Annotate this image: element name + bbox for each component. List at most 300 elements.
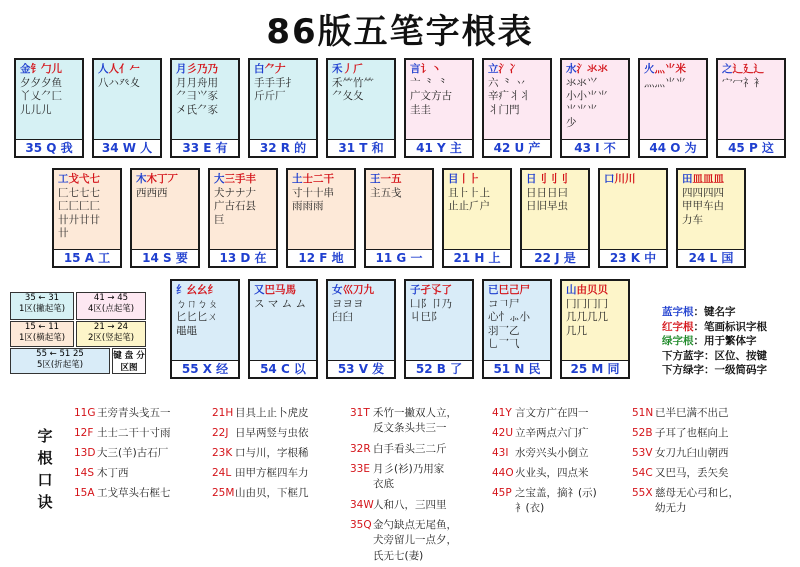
key-21-footer: 21 H 上 — [444, 249, 510, 266]
key-41-line: 亠 ⺀ ⺀ — [410, 76, 449, 89]
key-55 — [170, 279, 240, 379]
key-25-line: 几几几几 — [566, 311, 608, 323]
key-42-roots — [484, 60, 550, 140]
key-55-line: ㄅㄇㄅㄆ — [176, 297, 218, 310]
key-53-line: 臼臼 — [332, 311, 353, 323]
key-42-key-name-root: 立 — [488, 63, 499, 75]
key-21-key-name-root: 目 — [448, 173, 459, 185]
mnemonic-code: 53V — [632, 447, 653, 459]
mnemonic-text: 目具上止卜虎皮 — [235, 407, 309, 419]
key-32-roots — [250, 60, 316, 140]
key-32 — [248, 58, 318, 158]
key-14-stroke-root: 木丁丆 — [146, 173, 178, 185]
legend-item-bottom-green — [662, 363, 767, 378]
key-23 — [598, 168, 668, 268]
key-54-line — [254, 284, 312, 298]
key-55-stroke-root: 幺幺纟 — [186, 284, 218, 296]
key-42-line — [488, 63, 546, 77]
key-52-footer: 52 B 了 — [406, 360, 472, 377]
key-13-line: 巨 — [214, 213, 225, 226]
key-32-key-name-root: 白 — [254, 63, 265, 75]
key-23-footer: 23 K 中 — [600, 249, 666, 266]
key-41-stroke-root: 讠丶 — [420, 63, 442, 75]
legend-item-green — [662, 334, 767, 349]
key-15-stroke-root: 戈弋七 — [68, 173, 100, 185]
key-54-key-name-root: 又 — [254, 284, 265, 296]
mnemonic-code: 52B — [632, 427, 653, 439]
key-12-roots — [288, 170, 354, 250]
legend-item-red — [662, 320, 767, 335]
key-43-line: 少 — [566, 117, 577, 129]
key-43-line: 小小⺌⺌ — [566, 90, 608, 102]
zone-2-name: 2区(竖起笔) — [87, 333, 135, 343]
mnemonic-code: 54C — [632, 467, 653, 479]
key-45-roots — [718, 60, 784, 140]
keyboard-row-3 — [170, 279, 638, 379]
key-15-footer: 15 A 工 — [54, 249, 120, 266]
mnemonic-item-12F — [74, 423, 171, 443]
key-53-roots — [328, 281, 394, 361]
key-14-roots — [132, 170, 198, 250]
mnemonic-label: 字根口诀 — [37, 427, 53, 511]
key-42-stroke-root: 氵冫 — [498, 63, 520, 75]
key-21-roots — [444, 170, 510, 250]
mnemonic-item-51N — [632, 403, 739, 423]
mnemonic-code: 42U — [492, 427, 514, 439]
mnemonic-text: 慈母无心弓和匕， — [655, 487, 739, 499]
key-45-stroke-root: 辶廴辶 — [732, 63, 764, 75]
key-13-line: 犬ナナ𠂇 — [214, 186, 256, 199]
mnemonic-code: 43I — [492, 447, 509, 459]
key-22-footer: 22 J 是 — [522, 249, 588, 266]
mnemonic-code: 35Q — [350, 519, 372, 531]
key-15-line: 卄廾廿廿 — [58, 213, 100, 226]
mnemonic-code: 45P — [492, 487, 512, 499]
mnemonic-text: 女刀九臼山朝西 — [655, 447, 729, 459]
legend-bottom-green-label: 下方绿字 — [662, 364, 704, 376]
mnemonic-item-53V — [632, 443, 739, 463]
key-41 — [404, 58, 474, 158]
key-31 — [326, 58, 396, 158]
key-32-line — [254, 63, 312, 77]
key-15-roots — [54, 170, 120, 250]
mnemonic-item-32R — [350, 439, 457, 459]
key-12-footer: 12 F 地 — [288, 249, 354, 266]
zone-5-name: 5区(折起笔) — [36, 360, 84, 370]
key-11-stroke-root: 一五 — [380, 173, 402, 185]
key-13-line: 广古石县 — [214, 200, 256, 212]
key-35-line: 丫乂⺈匚 — [20, 90, 62, 102]
key-33 — [170, 58, 240, 158]
mnemonic-code: 21H — [212, 407, 234, 419]
zone-4-name: 4区(点起笔) — [87, 304, 135, 314]
mnemonic-item-45P — [492, 483, 597, 503]
mnemonic-text: 大三(羊)古石厂 — [97, 447, 169, 459]
key-51-footer: 51 N 民 — [484, 360, 550, 377]
key-33-roots — [172, 60, 238, 140]
key-21-line: 且⺊⺊上 — [448, 186, 490, 199]
zone-cell-1 — [10, 292, 74, 320]
key-42-line: 丬门門 — [488, 103, 520, 116]
color-legend — [662, 305, 767, 378]
key-31-roots — [328, 60, 394, 140]
zone-1b-name: 1区(横起笔) — [18, 333, 66, 343]
key-41-footer: 41 Y 主 — [406, 139, 472, 156]
key-54-stroke-root: 巴马馬 — [264, 284, 296, 296]
key-52-line — [410, 284, 468, 298]
mnemonic-item-13D — [74, 443, 171, 463]
zone-2-range: 21 → 24 — [93, 322, 129, 332]
key-22-key-name-root: 日 — [526, 173, 537, 185]
key-24 — [676, 168, 746, 268]
key-13-stroke-root: 三手丰 — [224, 173, 256, 185]
key-32-line: 手手手扌 — [254, 76, 296, 89]
mnemonic-code: 24L — [212, 467, 232, 479]
key-55-line: 黽黽 — [176, 324, 197, 337]
key-33-line: 㐅氏⺈豕 — [176, 103, 218, 116]
key-24-roots — [678, 170, 744, 250]
key-41-line — [410, 63, 468, 77]
mnemonic-item-52B — [632, 423, 739, 443]
key-35-line — [20, 63, 78, 77]
mnemonic-column-5 — [632, 403, 739, 519]
key-11-key-name-root: 王 — [370, 173, 381, 185]
key-41-line: 广文方古 — [410, 90, 452, 102]
key-14 — [130, 168, 200, 268]
page-title: 86版五笔字根表 — [266, 12, 534, 52]
key-43 — [560, 58, 630, 158]
mnemonic-code: 23K — [212, 447, 233, 459]
mnemonic-continuation: 犬旁留儿一点夕， — [373, 534, 457, 546]
mnemonic-column-4 — [492, 403, 597, 519]
key-21-stroke-root: 丨⺊ — [458, 173, 480, 185]
keyboard-zone-map — [10, 292, 160, 374]
legend-blue-text: ：键名字 — [693, 306, 736, 318]
key-45-footer: 45 P 这 — [718, 139, 784, 156]
key-15-line: 匚匚匚匚 — [58, 200, 100, 212]
key-13-line — [214, 173, 272, 187]
legend-item-blue — [662, 305, 767, 320]
key-23-stroke-root: 川川 — [614, 173, 636, 185]
mnemonic-continuation: 幼无力 — [655, 502, 687, 514]
mnemonic-item-23K — [212, 443, 309, 463]
key-43-line: 氺氺⺍ — [566, 76, 598, 89]
zone-4-range: 41 → 45 — [93, 293, 129, 303]
key-51-key-name-root: 已 — [488, 284, 499, 296]
key-52 — [404, 279, 474, 379]
mnemonic-code: 25M — [212, 487, 235, 499]
mnemonic-item-42U — [492, 423, 597, 443]
mnemonic-continuation: 衣底 — [373, 478, 394, 490]
key-23-line — [604, 173, 662, 187]
key-31-line — [332, 63, 390, 77]
key-51-roots — [484, 281, 550, 361]
mnemonic-item-15A — [74, 483, 171, 503]
key-12-line — [292, 173, 350, 187]
key-43-stroke-root: 氵氺氺 — [576, 63, 608, 75]
key-31-footer: 31 T 和 — [328, 139, 394, 156]
legend-green-text: ：用于繁体字 — [693, 335, 757, 347]
key-22-line: 日旧早虫 — [526, 200, 568, 212]
key-12 — [286, 168, 356, 268]
key-31-stroke-root: 丿𠂆 — [342, 63, 364, 75]
key-33-line — [176, 63, 234, 77]
key-31-line: 禾⺮竹⺮ — [332, 76, 374, 89]
key-44-roots — [640, 60, 706, 140]
mnemonic-text: 田甲方框四车力 — [235, 467, 309, 479]
mnemonic-text: 山由贝，下框几 — [235, 487, 309, 499]
key-51-stroke-root: 巳己尸 — [498, 284, 530, 296]
key-42-line: 辛疒丬丬 — [488, 90, 530, 102]
key-21 — [442, 168, 512, 268]
key-45-key-name-root: 之 — [722, 63, 733, 75]
keyboard-row-2 — [52, 168, 754, 268]
zone-1-range: 35 ← 31 — [24, 293, 60, 303]
keyboard-row-1 — [14, 58, 794, 158]
key-55-line — [176, 284, 234, 298]
key-24-line — [682, 173, 740, 187]
key-41-roots — [406, 60, 472, 140]
key-45 — [716, 58, 786, 158]
mnemonic-text: 王旁青头戋五一 — [97, 407, 171, 419]
key-43-roots — [562, 60, 628, 140]
zone-cell-1b — [10, 321, 74, 347]
key-43-line — [566, 63, 624, 77]
key-44-line: 灬灬⺌⺌ — [644, 76, 686, 89]
key-45-line — [722, 63, 780, 77]
zone-key-label: 键 盘 分区图 — [112, 348, 146, 374]
key-55-roots — [172, 281, 238, 361]
key-22-stroke-root: 刂刂刂 — [536, 173, 568, 185]
key-55-line: 匕匕匕ㄨ — [176, 311, 218, 323]
mnemonic-text: 火业头，四点米 — [515, 467, 589, 479]
legend-red-label: 红字根 — [662, 320, 694, 333]
key-24-line: 力车 — [682, 213, 703, 226]
key-14-footer: 14 S 要 — [132, 249, 198, 266]
key-54 — [248, 279, 318, 379]
mnemonic-text: 已半巳满不出己 — [655, 407, 729, 419]
mnemonic-text: 土士二干十寸雨 — [97, 427, 171, 439]
key-32-footer: 32 R 的 — [250, 139, 316, 156]
mnemonic-code: 55X — [632, 487, 653, 499]
key-25-footer: 25 M 同 — [562, 360, 628, 377]
zone-cell-2 — [76, 321, 146, 347]
mnemonic-code: 11G — [74, 407, 96, 419]
legend-green-label: 绿字根 — [662, 335, 694, 347]
legend-red-text: ：笔画标识字根 — [693, 320, 767, 333]
legend-bottom-green-text: ：一级简码字 — [704, 364, 767, 376]
mnemonic-item-43I — [492, 443, 597, 463]
key-54-line: ス マ ム ム — [254, 297, 307, 310]
mnemonic-continuation: 氏无七(妻) — [373, 550, 424, 562]
mnemonic-column-1 — [74, 403, 171, 503]
key-24-line: 甲甲车甴 — [682, 200, 724, 212]
key-32-line: 斤斤厂 — [254, 90, 286, 102]
key-34-line: 八ハ癶夊 — [98, 76, 140, 89]
mnemonic-text: 水旁兴头小倒立 — [515, 447, 589, 459]
key-11 — [364, 168, 434, 268]
key-25-line: 几几 — [566, 324, 587, 337]
key-53-line: ヨヨヨ — [332, 297, 364, 310]
key-15 — [52, 168, 122, 268]
key-14-key-name-root: 木 — [136, 173, 147, 185]
key-33-footer: 33 E 有 — [172, 139, 238, 156]
key-35-stroke-root: 钅勹儿 — [30, 63, 62, 75]
key-23-roots — [600, 170, 666, 250]
mnemonic-code: 44O — [492, 467, 514, 479]
key-22 — [520, 168, 590, 268]
key-25 — [560, 279, 630, 379]
key-25-line: 冂冂冂冂 — [566, 297, 608, 310]
key-33-key-name-root: 月 — [176, 63, 187, 75]
key-51-line: 羽乛乙 — [488, 324, 520, 337]
mnemonic-continuation: 衤(衣) — [515, 502, 545, 514]
key-15-line: 匚七七七 — [58, 186, 100, 199]
key-34-roots — [94, 60, 160, 140]
key-44-stroke-root: 灬⺌米 — [654, 63, 686, 75]
mnemonic-text: 立辛两点六门疒 — [515, 427, 589, 439]
mnemonic-text: 子耳了也框向上 — [655, 427, 729, 439]
key-12-line: 雨雨雨 — [292, 200, 324, 212]
key-53 — [326, 279, 396, 379]
key-44-key-name-root: 火 — [644, 63, 655, 75]
zone-5-range: 55 ← 51 25 — [36, 349, 84, 359]
key-51 — [482, 279, 552, 379]
key-44 — [638, 58, 708, 158]
key-13 — [208, 168, 278, 268]
key-51-line: コ𠃍尸 — [488, 297, 520, 310]
key-35-roots — [16, 60, 82, 140]
mnemonic-code: 41Y — [492, 407, 512, 419]
mnemonic-text: 白手看头三二斤 — [373, 443, 447, 455]
key-11-line — [370, 173, 428, 187]
key-11-footer: 11 G 一 — [366, 249, 432, 266]
mnemonic-text: 人和八，三四里 — [373, 499, 447, 511]
mnemonic-item-24L — [212, 463, 309, 483]
key-51-line: 心忄⺗小 — [488, 311, 530, 323]
mnemonic-text: 之宝盖，摘礻(示) — [515, 487, 597, 499]
key-54-footer: 54 C 以 — [250, 360, 316, 377]
mnemonic-text: 言文方广在四一 — [515, 407, 589, 419]
key-32-stroke-root: ⺈𠂇 — [264, 63, 286, 75]
key-25-stroke-root: 由贝贝 — [576, 284, 608, 296]
key-52-line: 丩巳阝 — [410, 311, 442, 323]
key-12-key-name-root: 土 — [292, 173, 303, 185]
key-53-line — [332, 284, 390, 298]
key-52-stroke-root: 孑孓了 — [420, 284, 452, 296]
key-34 — [92, 58, 162, 158]
legend-bottom-blue-label: 下方蓝字 — [662, 349, 704, 362]
key-24-line: 四四四四 — [682, 186, 724, 199]
mnemonic-text: 月彡(衫)乃用家 — [373, 463, 445, 475]
key-25-roots — [562, 281, 628, 361]
key-21-line — [448, 173, 506, 187]
key-25-key-name-root: 山 — [566, 284, 577, 296]
key-11-roots — [366, 170, 432, 250]
key-22-roots — [522, 170, 588, 250]
key-53-key-name-root: 女 — [332, 284, 343, 296]
key-12-stroke-root: 士二干 — [302, 173, 334, 185]
key-21-line: 止止𠂆户 — [448, 200, 490, 212]
mnemonic-item-33E — [350, 459, 457, 479]
zone-1-name: 1区(撇起笔) — [18, 304, 66, 314]
key-34-footer: 34 W 人 — [94, 139, 160, 156]
legend-blue-label: 蓝字根 — [662, 306, 694, 318]
key-22-line: 日日日曰 — [526, 186, 568, 199]
key-41-key-name-root: 言 — [410, 63, 421, 75]
key-35-line: 夕夕夕鱼 — [20, 76, 62, 89]
key-35-line: 儿儿儿 — [20, 103, 52, 116]
key-35-key-name-root: 金 — [20, 63, 31, 75]
key-34-key-name-root: 人 — [98, 63, 109, 75]
key-44-line — [644, 63, 702, 77]
legend-bottom-blue-text: ：区位、按键 — [704, 349, 767, 362]
zone-1b-range: 15 ← 11 — [24, 322, 60, 332]
key-43-key-name-root: 水 — [566, 63, 577, 75]
mnemonic-code: 12F — [74, 427, 94, 439]
key-33-stroke-root: 彡乃乃 — [186, 63, 218, 75]
mnemonic-code: 31T — [350, 407, 370, 419]
key-34-line — [98, 63, 156, 77]
key-53-stroke-root: 巛刀九 — [342, 284, 374, 296]
key-13-roots — [210, 170, 276, 250]
key-51-line: 乚乛⺄ — [488, 338, 520, 350]
key-23-key-name-root: 口 — [604, 173, 615, 185]
mnemonic-item-11G — [74, 403, 171, 423]
mnemonic-text: 口与川，字根稀 — [235, 447, 309, 459]
mnemonic-item-21H — [212, 403, 309, 423]
zone-cell-4 — [76, 292, 146, 320]
key-35 — [14, 58, 84, 158]
mnemonic-text: 禾竹一撇双人立， — [373, 407, 457, 419]
legend-item-bottom-blue — [662, 349, 767, 364]
mnemonic-item-54C — [632, 463, 739, 483]
mnemonic-code: 32R — [350, 443, 371, 455]
mnemonic-code: 33E — [350, 463, 370, 475]
mnemonic-code: 22J — [212, 427, 229, 439]
key-53-footer: 53 V 发 — [328, 360, 394, 377]
mnemonic-column-2 — [212, 403, 309, 503]
mnemonic-code: 34W — [350, 499, 374, 511]
key-25-line — [566, 284, 624, 298]
key-31-key-name-root: 禾 — [332, 63, 343, 75]
key-51-line — [488, 284, 546, 298]
key-41-line: 圭圭 — [410, 103, 431, 116]
key-13-key-name-root: 大 — [214, 173, 225, 185]
key-52-roots — [406, 281, 472, 361]
key-22-line — [526, 173, 584, 187]
key-11-line: 主五戋 — [370, 186, 402, 199]
mnemonic-text: 金勺缺点无尾鱼， — [373, 519, 457, 531]
key-34-stroke-root: 人亻𠂉 — [108, 63, 140, 75]
mnemonic-text: 又巴马，丢矢矣 — [655, 467, 729, 479]
key-55-key-name-root: 纟 — [176, 284, 187, 296]
key-55-footer: 55 X 经 — [172, 360, 238, 377]
mnemonic-code: 15A — [74, 487, 95, 499]
key-24-key-name-root: 田 — [682, 173, 693, 185]
zone-cell-5 — [10, 348, 110, 374]
mnemonic-item-41Y — [492, 403, 597, 423]
key-35-footer: 35 Q 我 — [16, 139, 82, 156]
key-52-key-name-root: 子 — [410, 284, 421, 296]
key-43-footer: 43 I 不 — [562, 139, 628, 156]
mnemonic-text: 日早两竖与虫依 — [235, 427, 309, 439]
key-33-line: 月月舟用 — [176, 76, 218, 89]
key-15-line: 卄 — [58, 227, 69, 239]
key-45-line: 宀冖礻衤 — [722, 76, 764, 89]
key-42 — [482, 58, 552, 158]
key-31-line: ⺈夂夂 — [332, 90, 364, 102]
